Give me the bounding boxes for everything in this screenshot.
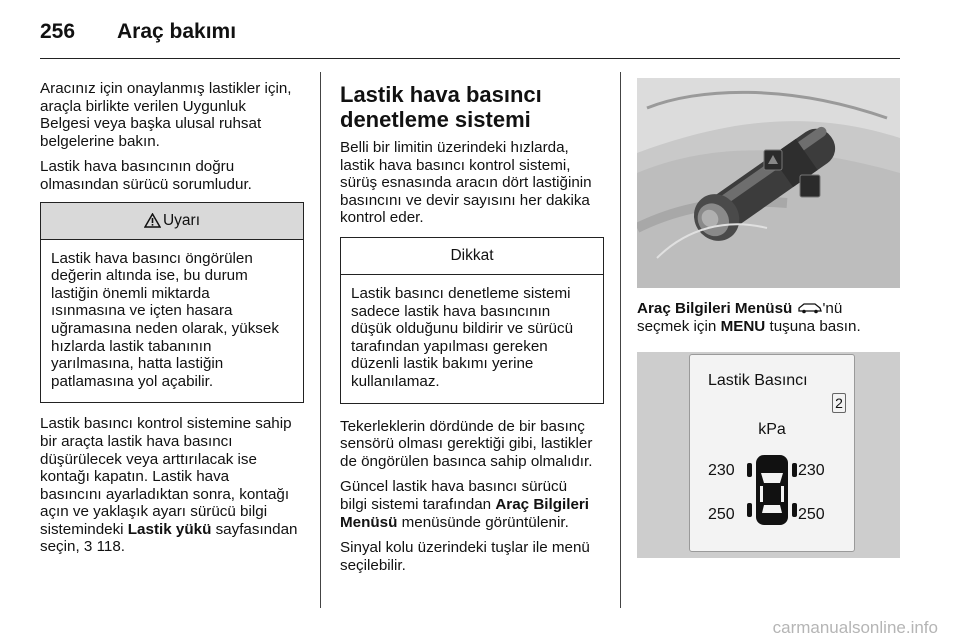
header-divider — [40, 58, 900, 59]
section-heading: Lastik hava basıncı denetleme sistemi — [340, 82, 542, 132]
tyre-load-label: Lastik yükü — [127, 520, 212, 538]
left-column — [40, 80, 304, 564]
column-divider-1 — [320, 72, 321, 608]
notice-header — [341, 238, 603, 275]
display-caption — [637, 300, 900, 335]
vehicle-info-label: Araç Bilgileri — [495, 495, 590, 513]
caption-suffix: 'nü — [822, 300, 843, 317]
rear-right-pressure: 250 — [798, 506, 825, 523]
display-paragraph — [340, 478, 604, 531]
column-divider-2 — [620, 72, 621, 608]
page-number: 256 — [40, 20, 76, 43]
warning-header — [41, 203, 303, 240]
front-left-pressure: 230 — [708, 462, 735, 479]
turn-signal-stalk-image — [637, 78, 900, 288]
rear-left-pressure: 250 — [708, 506, 735, 523]
watermark: carmanualsonline.info — [772, 618, 938, 637]
caption-menu-name: Araç Bilgileri Menüsü — [637, 300, 793, 317]
pressure-adjust-text: Lastik basıncı kontrol sistemine sahip bir araçta lastik hava basıncı düşürülecek veya arttırılacak ise kontağı kapatın. Lastik hava basıncını ayarladıktan sonra, kontağı açın ve yaklaşık ayarı sürücü bilgi sistemindeki — [40, 415, 292, 538]
caption-line-2 — [637, 318, 900, 336]
tyre-pressure-display-image — [637, 352, 900, 558]
pressure-adjust-paragraph — [40, 415, 304, 556]
caption-text-2: tuşuna basın. — [765, 317, 861, 335]
warning-title: Uyarı — [162, 211, 201, 229]
warning-text: Lastik hava basıncı öngörülen değerin altında ise, bu durum lastiğin önemli miktarda ısınmasına ve içten hasara uğramasına neden olarak, yüksek hızlarda lastik tabanının yarılmasına, hatta lastiğin patlamasına yol açabilir. — [51, 249, 279, 390]
pressure-unit: kPa — [758, 421, 786, 438]
caption-line-1 — [637, 300, 900, 318]
approved-tyres-paragraph: Aracınız için onaylanmış lastikler için, araçla birlikte verilen Uygunluk Belgesi veya başka ulusal ruhsat belgelerine bakın. — [40, 80, 292, 150]
page-title: Araç bakımı — [117, 20, 237, 43]
page-reference[interactable]: 118. — [92, 538, 126, 556]
driver-responsibility-paragraph: Lastik hava basıncının doğru olmasından sürücü sorumludur. — [40, 158, 252, 193]
menu-select-paragraph: Sinyal kolu üzerindeki tuşlar ile menü seçilebilir. — [340, 539, 590, 574]
middle-column — [340, 80, 604, 582]
warning-box — [40, 202, 304, 404]
car-icon — [797, 302, 823, 314]
tyre-pressure-display — [689, 354, 855, 552]
notice-title: Dikkat — [450, 247, 494, 265]
caption-text: seçmek için — [637, 317, 721, 335]
turn-signal-stalk-illustration — [637, 78, 900, 288]
menu-button-label: MENU — [720, 317, 766, 335]
system-description-paragraph: Belli bir limitin üzerindeki hızlarda, lastik hava basıncı kontrol sistemi, sürüş esnasında aracın dört lastiğinin basıncını ve devir sayısını her dakika kontrol eder. — [340, 139, 592, 227]
display-text-2: menüsünde görüntülenir. — [397, 513, 569, 531]
menu-label: Menüsü — [340, 513, 398, 531]
notice-box — [340, 237, 604, 404]
sensor-paragraph: Tekerleklerin dördünde de bir basınç sensörü olması gerektiği gibi, lastikler de öngörülen basınca sahip olmalıdır. — [340, 417, 593, 470]
pressure-adjust-text-2: sayfasından seçin, — [40, 520, 298, 556]
car-top-view-icon — [746, 453, 798, 527]
display-title: Lastik Basıncı — [708, 372, 808, 389]
display-text: Güncel lastik hava basıncı sürücü bilgi sistemi tarafından — [340, 478, 568, 513]
front-right-pressure: 230 — [798, 462, 825, 479]
warning-triangle-icon — [144, 213, 161, 228]
notice-text: Lastik basıncı denetleme sistemi sadece lastik hava basıncının düşük olduğunu bildirir ve sürücü tarafından yapılması gereken düzenli lastik bakımı yerine kullanılamaz. — [351, 284, 574, 390]
page-indicator: 2 — [832, 393, 846, 413]
page-reference-arrow-icon: 3 — [83, 538, 93, 556]
